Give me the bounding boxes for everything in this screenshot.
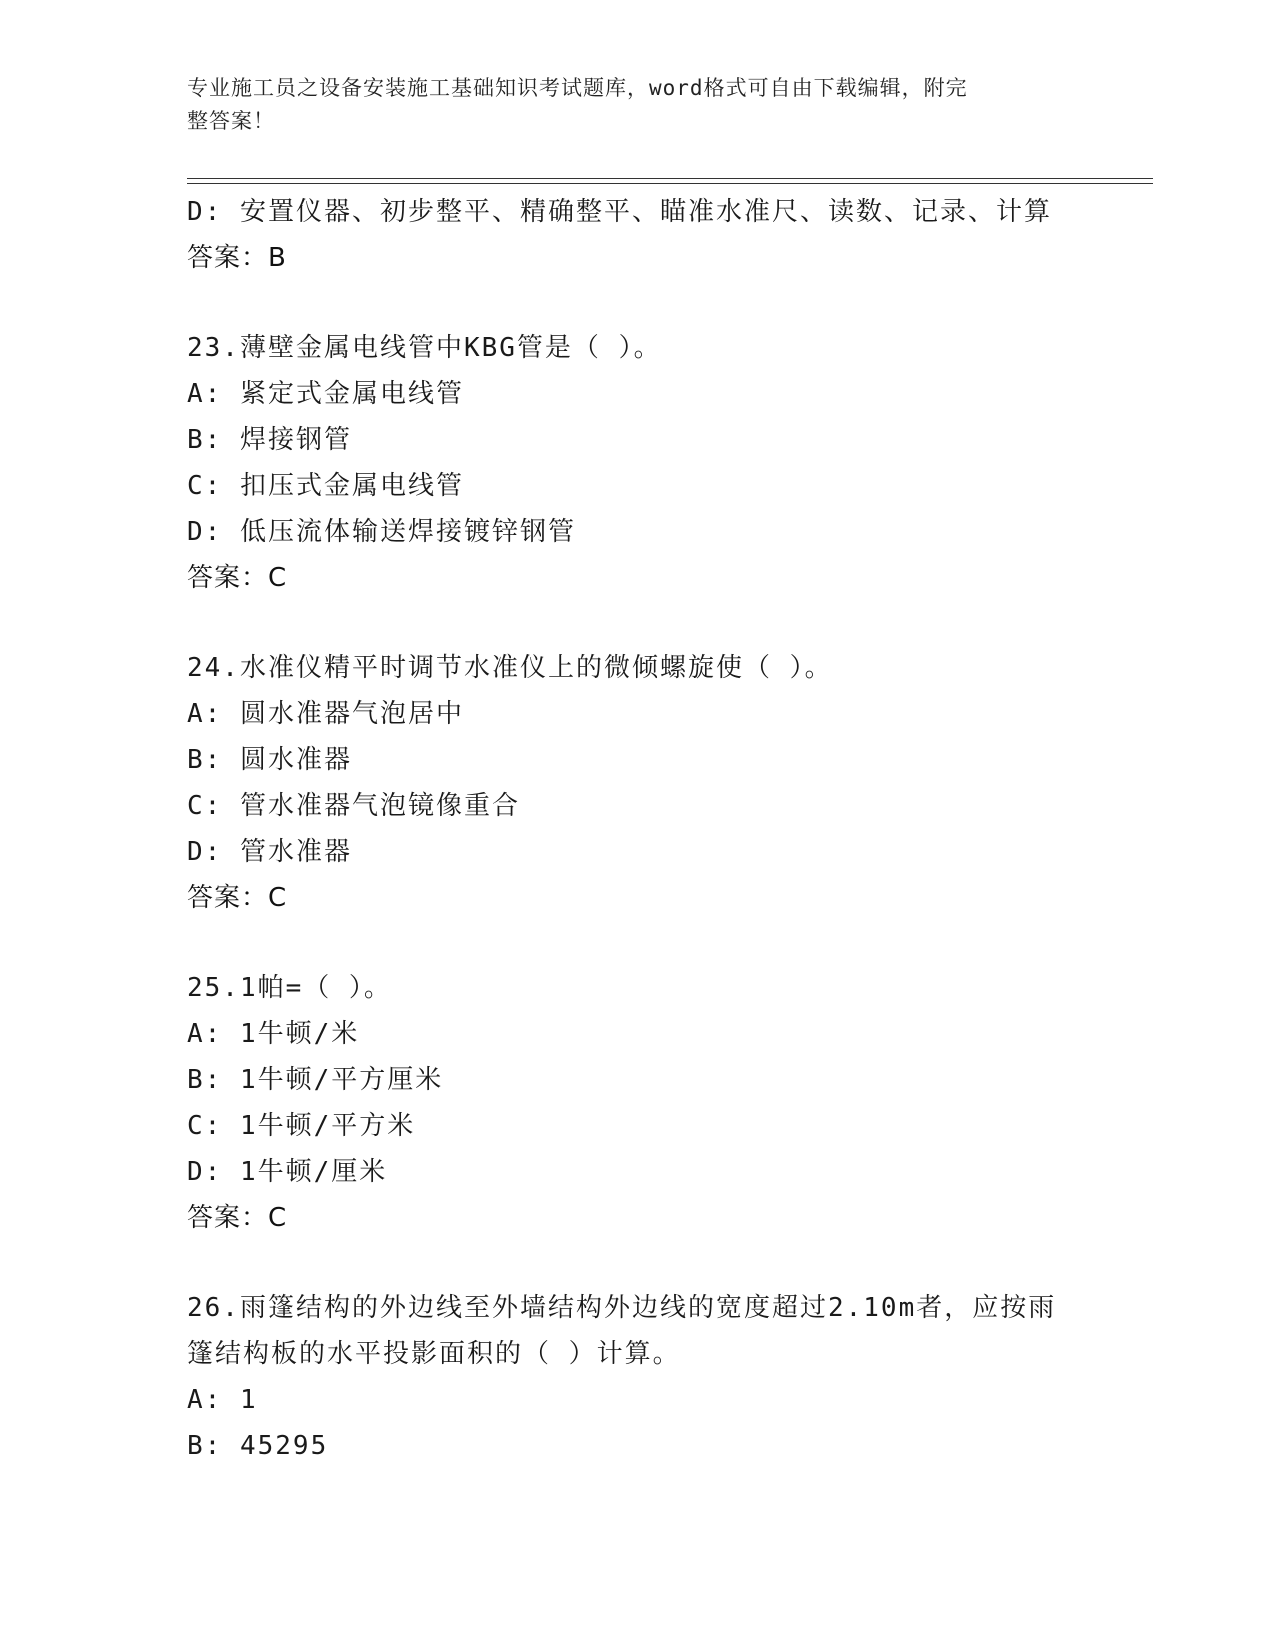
question-title: 23.薄壁金属电线管中KBG管是（ ）。 — [187, 333, 662, 363]
answer: 答案：C — [187, 883, 288, 913]
option-b: B: 45295 — [187, 1431, 329, 1461]
prev-option-d: D: 安置仪器、初步整平、精确整平、瞄准水准尺、读数、记录、计算 — [187, 197, 1052, 227]
option-b: B: 圆水准器 — [187, 745, 352, 775]
option-d: D: 低压流体输送焊接镀锌钢管 — [187, 517, 576, 547]
question-title-line-1: 26.雨篷结构的外边线至外墙结构外边线的宽度超过2.10m者，应按雨 — [187, 1293, 1057, 1323]
header-rule-bottom — [187, 183, 1153, 184]
option-c: C: 扣压式金属电线管 — [187, 471, 464, 501]
question-23 — [187, 325, 1087, 601]
option-b: B: 焊接钢管 — [187, 425, 352, 455]
question-title-line-2: 篷结构板的水平投影面积的（ ）计算。 — [187, 1339, 681, 1369]
option-a: A: 1 — [187, 1385, 258, 1415]
option-a: A: 1牛顿/米 — [187, 1019, 360, 1049]
question-title: 25.1帕=（ ）。 — [187, 973, 392, 1003]
option-d: D: 管水准器 — [187, 837, 352, 867]
question-25 — [187, 965, 1087, 1241]
option-a: A: 圆水准器气泡居中 — [187, 699, 464, 729]
question-list — [187, 189, 1087, 1469]
prev-answer: 答案：B — [187, 243, 287, 273]
option-c: C: 管水准器气泡镜像重合 — [187, 791, 520, 821]
answer: 答案：C — [187, 563, 288, 593]
option-c: C: 1牛顿/平方米 — [187, 1111, 416, 1141]
question-24 — [187, 645, 1087, 921]
header-rule-top — [187, 178, 1153, 179]
option-d: D: 1牛顿/厘米 — [187, 1157, 388, 1187]
question-26 — [187, 1285, 1087, 1469]
option-a: A: 紧定式金属电线管 — [187, 379, 464, 409]
header-line-1: 专业施工员之设备安装施工基础知识考试题库，word格式可自由下载编辑，附完 — [187, 76, 968, 100]
question-title: 24.水准仪精平时调节水准仪上的微倾螺旋使（ ）。 — [187, 653, 833, 683]
option-b: B: 1牛顿/平方厘米 — [187, 1065, 444, 1095]
answer: 答案：C — [187, 1203, 288, 1233]
header-line-2: 整答案！ — [187, 109, 275, 133]
document-header — [187, 72, 1067, 138]
